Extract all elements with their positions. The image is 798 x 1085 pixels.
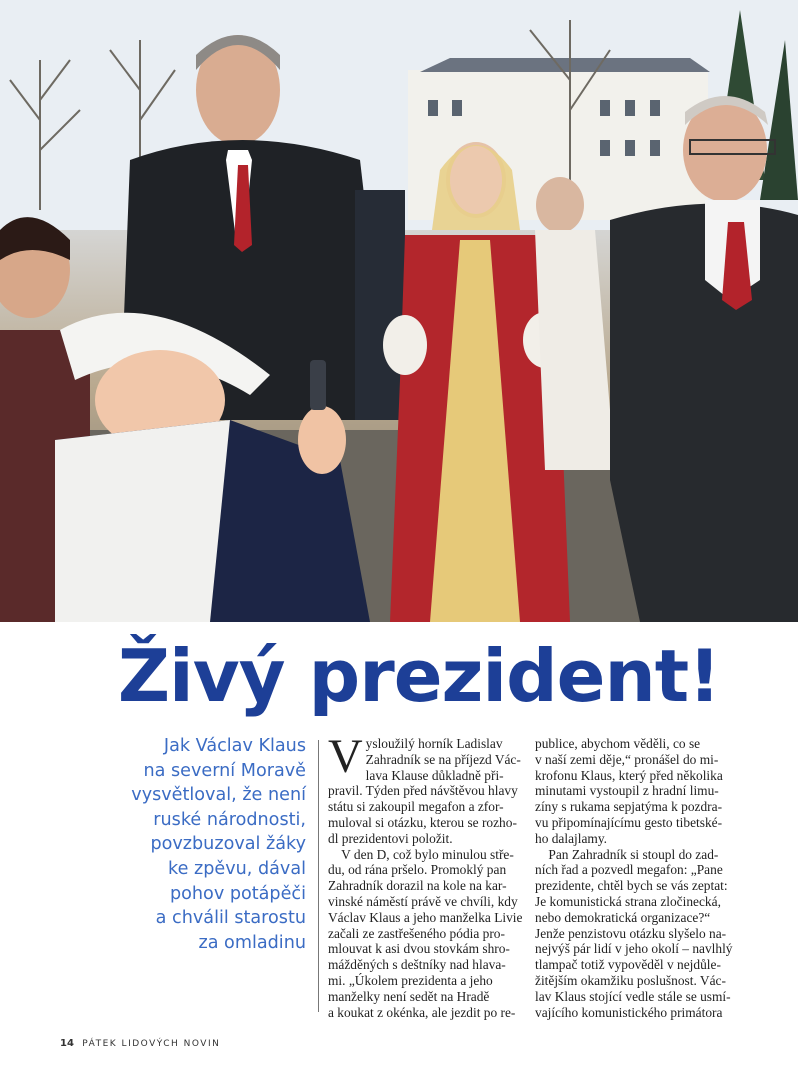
- lead-line: vysvětloval, že není: [131, 785, 306, 806]
- dropcap-paragraph-start: [328, 730, 526, 783]
- column-divider: [318, 740, 319, 1012]
- text-line: mážděných s deštníky nad hlava-: [328, 957, 506, 973]
- lead-line: ke zpěvu, dával: [168, 858, 306, 879]
- text-line: vu připomínajícímu gesto tibetské-: [535, 814, 723, 830]
- publication-name: PÁTEK LIDOVÝCH NOVIN: [82, 1039, 221, 1049]
- headline: Živý prezident!: [117, 634, 720, 718]
- text-line: dl prezidentovi položit.: [328, 830, 453, 846]
- page-number: 14: [60, 1038, 74, 1049]
- dropcap-lines: [366, 736, 521, 783]
- text-line: Zahradník se na příjezd Vác-: [365, 751, 521, 767]
- text-line: krofonu Klaus, který před několika: [535, 767, 723, 783]
- article-column-1: [328, 730, 526, 1020]
- article-column-2: [535, 736, 733, 1020]
- lead-paragraph: [120, 734, 306, 955]
- text-line: nejvýš pár lidí v jeho okolí – navlhlý: [535, 941, 733, 957]
- text-line: a koukat z okénka, ale jezdit po re-: [328, 1004, 516, 1020]
- text-line: ních řad a pozvedl megafon: „Pane: [535, 862, 723, 878]
- text-line: mlouvat k asi dvou stovkám shro-: [328, 941, 510, 957]
- text-line: žitějším okamžiku poslušnost. Vác-: [535, 972, 726, 988]
- lead-line: za omladinu: [198, 932, 306, 953]
- text-line: V den D, což bylo minulou stře-: [328, 846, 514, 862]
- text-line: lav Klaus stojící vedle stále se usmí-: [535, 988, 731, 1004]
- lead-line: ruské národnosti,: [153, 809, 306, 830]
- text-line: tlampač totiž vypověděl v nejdůle-: [535, 957, 721, 973]
- text-line: státu si zakoupil megafon a zfor-: [328, 799, 504, 815]
- text-line: muloval si otázku, kterou se rozho-: [328, 814, 517, 830]
- text-line: lava Klause důkladně při-: [365, 767, 504, 783]
- text-line: prezidente, chtěl bych se vás zeptat:: [535, 878, 728, 894]
- lead-line: Jak Václav Klaus: [163, 736, 306, 756]
- text-line: vinské náměstí právě ve chvíli, kdy: [328, 893, 518, 909]
- text-line: Václav Klaus a jeho manželka Livie: [328, 909, 523, 925]
- text-line: Pan Zahradník si stoupl do zad-: [535, 846, 719, 862]
- lead-line: povzbuzoval žáky: [150, 834, 306, 855]
- text-line: publice, abychom věděli, co se: [535, 736, 701, 751]
- text-line: zíny s rukama sepjatýma k pozdra-: [535, 799, 723, 815]
- text-line: mi. „Úkolem prezidenta a jeho: [328, 972, 493, 988]
- text-line: pravil. Týden před návštěvou hlavy: [328, 783, 518, 799]
- text-line: ysloužilý horník Ladislav: [365, 736, 503, 751]
- text-line: v naší zemi děje,“ pronášel do mi-: [535, 751, 719, 767]
- text-line: Zahradník dorazil na kole na kar-: [328, 878, 507, 894]
- lead-line: na severní Moravě: [143, 760, 306, 781]
- text-line: du, od rána pršelo. Promoklý pan: [328, 862, 507, 878]
- text-line: začali ze zastřešeného pódia pro-: [328, 925, 505, 941]
- text-line: minutami vystoupil z hradní limu-: [535, 783, 719, 799]
- text-line: Je komunistická strana zločinecká,: [535, 893, 721, 909]
- text-line: manželky není sedět na Hradě: [328, 988, 490, 1004]
- lead-line: pohov potápěči: [169, 883, 306, 904]
- text-line: ho dalajlamy.: [535, 830, 608, 846]
- dropcap: V: [328, 730, 363, 783]
- text-line: Jenže penzistovu otázku slyšelo na-: [535, 925, 727, 941]
- text-line: vajícího komunistického primátora: [535, 1004, 723, 1020]
- page-footer: [60, 1038, 220, 1049]
- lead-line: a chválil starostu: [155, 908, 306, 929]
- text-line: nebo demokratická organizace?“: [535, 909, 711, 925]
